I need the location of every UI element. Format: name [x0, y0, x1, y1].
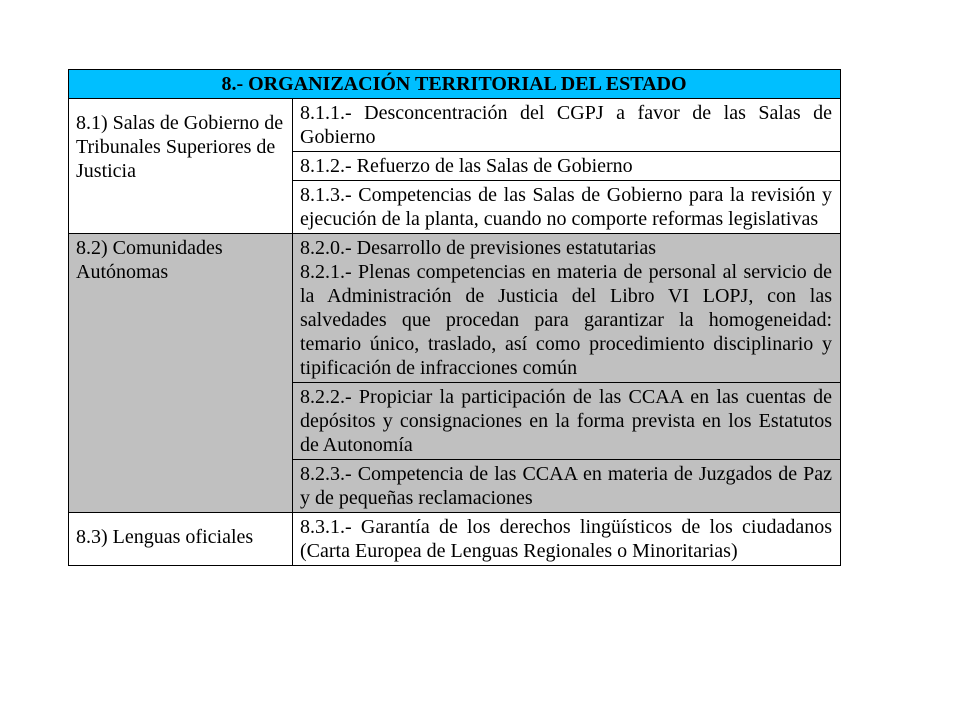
item-8-1-1: 8.1.1.- Desconcentración del CGPJ a favor de las Salas de Gobierno: [293, 99, 841, 152]
item-8-2-1: 8.2.1.- Plenas competencias en materia de personal al servicio de la Administración de Justicia del Libro VI LOPJ, con las salvedades que procedan para garantizar la homogeneidad: temario único, traslado, así como procedimiento disciplinario y tipificación de infracciones común: [300, 261, 833, 379]
section-label-8-2: 8.2) Comunidades Autónomas: [69, 234, 293, 513]
organization-table: [68, 69, 841, 566]
section-label-8-1: 8.1) Salas de Gobierno de Tribunales Superiores de Justicia: [69, 99, 293, 234]
item-8-2-3: 8.2.3.- Competencia de las CCAA en materia de Juzgados de Paz y de pequeñas reclamaciones: [293, 460, 841, 513]
table-title: 8.- ORGANIZACIÓN TERRITORIAL DEL ESTADO: [69, 70, 841, 99]
item-8-1-2: 8.1.2.- Refuerzo de las Salas de Gobierno: [293, 152, 841, 181]
table-row: [69, 513, 841, 566]
section-label-8-3: 8.3) Lenguas oficiales: [69, 513, 293, 566]
table-row: [69, 234, 841, 383]
item-8-2-2: 8.2.2.- Propiciar la participación de las CCAA en las cuentas de depósitos y consignaciones en la forma prevista en los Estatutos de Autonomía: [293, 383, 841, 460]
item-8-2-0: 8.2.0.- Desarrollo de previsiones estatutarias: [300, 237, 657, 259]
table-header-row: [69, 70, 841, 99]
item-8-3-1: 8.3.1.- Garantía de los derechos lingüísticos de los ciudadanos (Carta Europea de Lenguas Regionales o Minoritarias): [293, 513, 841, 566]
table-row: [69, 99, 841, 152]
item-8-1-3: 8.1.3.- Competencias de las Salas de Gobierno para la revisión y ejecución de la planta, cuando no comporte reformas legislativas: [293, 181, 841, 234]
item-8-2-0-and-8-2-1: [293, 234, 841, 383]
